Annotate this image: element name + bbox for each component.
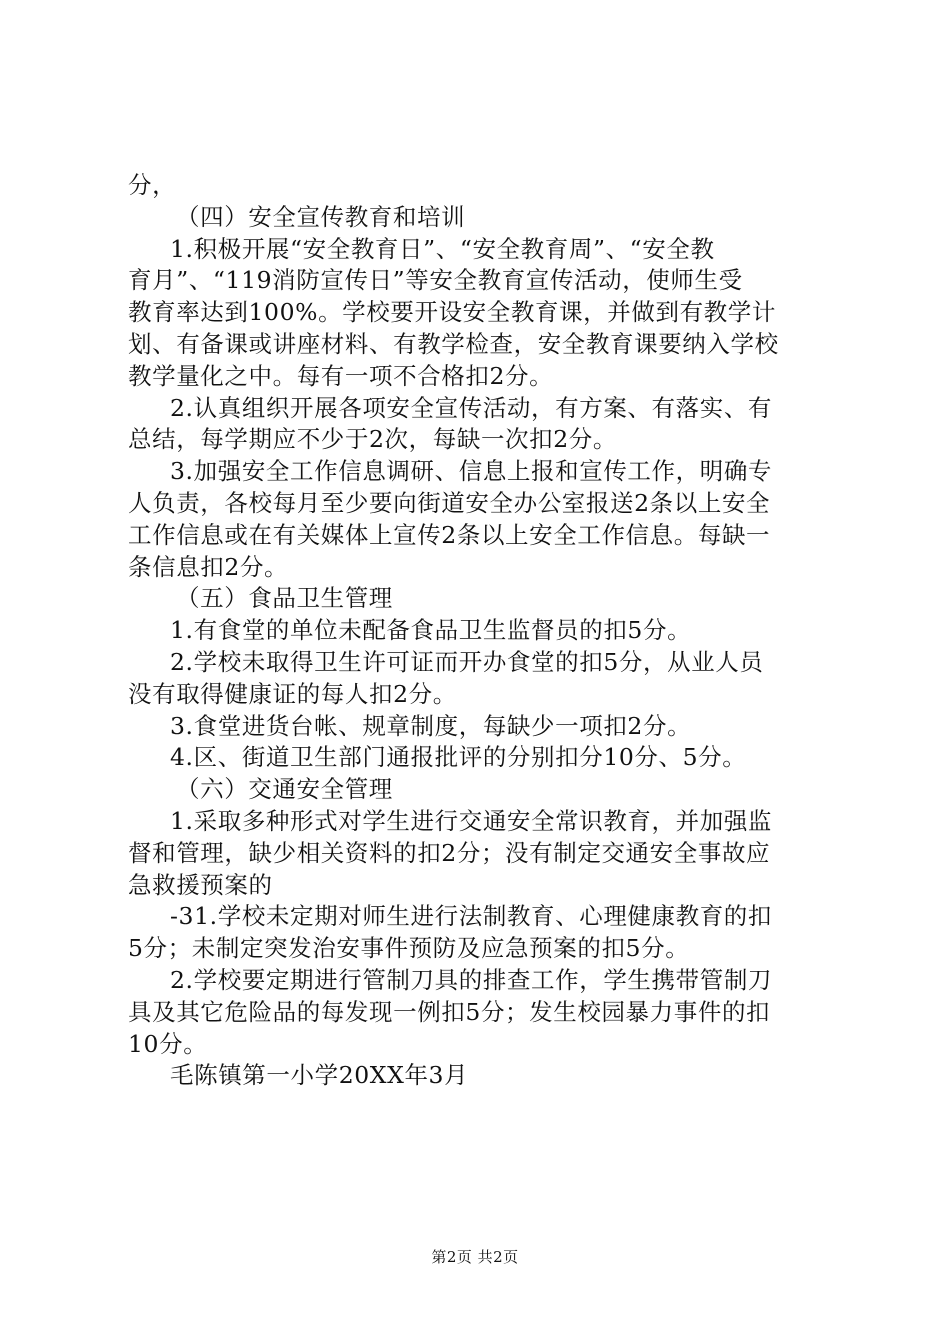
text-line: 教学量化之中。每有一项不合格扣2分。 [128, 361, 554, 390]
text-line: 分， [128, 171, 177, 199]
text-line: 没有取得健康证的每人扣2分。 [128, 679, 457, 708]
text-line: 工作信息或在有关媒体上宣传2条以上安全工作信息。每缺一 [128, 520, 771, 549]
text-line: 具及其它危险品的每发现一例扣5分；发生校园暴力事件的扣 [128, 997, 771, 1026]
signature-line: 毛陈镇第一小学20XX年3月 [170, 1061, 469, 1090]
text-line: 条信息扣2分。 [128, 552, 289, 581]
text-line: 3.加强安全工作信息调研、信息上报和宣传工作，明确专 [170, 457, 773, 486]
text-line: 1.积极开展“安全教育日”、“安全教育周”、“安全教 [170, 234, 715, 263]
text-line: 10分。 [128, 1029, 208, 1058]
text-line: 督和管理，缺少相关资料的扣2分；没有制定交通安全事故应 [128, 838, 771, 867]
text-line: 急救援预案的 [128, 870, 273, 899]
text-line: 2.学校未取得卫生许可证而开办食堂的扣5分，从业人员 [170, 647, 764, 676]
page-number-footer: 第2页 共2页 [431, 1248, 519, 1266]
text-line: 划、有备课或讲座材料、有教学检查，安全教育课要纳入学校 [128, 329, 779, 358]
text-line: 5分；未制定突发治安事件预防及应急预案的扣5分。 [128, 934, 690, 963]
text-line: 2.学校要定期进行管制刀具的排查工作，学生携带管制刀 [170, 965, 773, 994]
text-line: 教育率达到100%。学校要开设安全教育课，并做到有教学计 [128, 298, 776, 327]
text-line: 1.采取多种形式对学生进行交通安全常识教育，并加强监 [170, 806, 773, 835]
text-line: 总结，每学期应不少于2次，每缺一次扣2分。 [128, 425, 618, 454]
section-heading-five: （五）食品卫生管理 [176, 584, 393, 613]
text-line: -31.学校未定期对师生进行法制教育、心理健康教育的扣 [170, 902, 773, 931]
text-line: 4.区、街道卫生部门通报批评的分别扣分10分、5分。 [170, 743, 747, 772]
text-line: 育月”、“119消防宣传日”等安全教育宣传活动，使师生受 [128, 266, 743, 295]
section-heading-six: （六）交通安全管理 [176, 775, 393, 804]
document-body [128, 170, 834, 1092]
section-heading-four: （四）安全宣传教育和培训 [176, 202, 466, 231]
text-line: 人负责，各校每月至少要向街道安全办公室报送2条以上安全 [128, 488, 771, 517]
text-line: 3.食堂进货台帐、规章制度，每缺少一项扣2分。 [170, 711, 692, 740]
text-line: 2.认真组织开展各项安全宣传活动，有方案、有落实、有 [170, 393, 773, 422]
text-line: 1.有食堂的单位未配备食品卫生监督员的扣5分。 [170, 616, 692, 645]
